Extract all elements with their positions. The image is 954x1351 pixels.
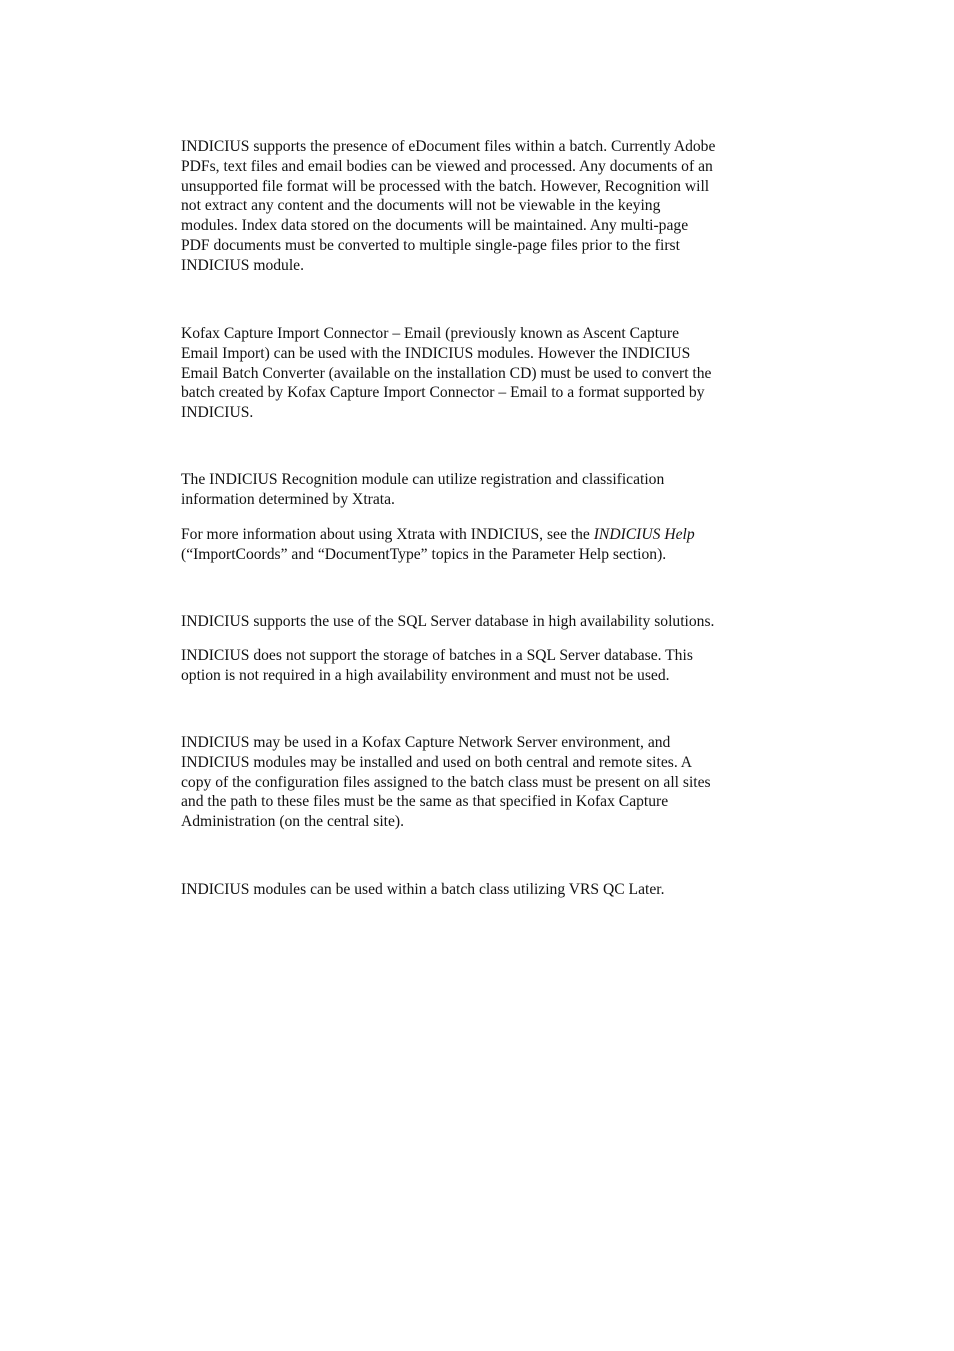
paragraph-line: INDICIUS supports the use of the SQL Server database in high availability solutions. xyxy=(181,613,715,630)
paragraph-line: INDICIUS modules can be used within a batch class utilizing VRS QC Later. xyxy=(181,881,665,898)
paragraph-line: PDFs, text files and email bodies can be viewed and processed. Any documents of an xyxy=(181,157,713,175)
xtrata-help-paragraph xyxy=(181,525,793,565)
paragraph-line: Email Batch Converter (available on the installation CD) must be used to convert the xyxy=(181,364,712,382)
sql-storage-paragraph xyxy=(181,646,793,686)
paragraph-line: and the path to these files must be the same as that specified in Kofax Capture xyxy=(181,793,669,811)
network-server-paragraph xyxy=(181,733,793,832)
paragraph-line: The INDICIUS Recognition module can utilize registration and classification xyxy=(181,471,665,488)
paragraph-line: Kofax Capture Import Connector – Email (previously known as Ascent Capture xyxy=(181,325,680,342)
paragraph-line: INDICIUS. xyxy=(181,404,254,422)
paragraph-line: copy of the configuration files assigned to the batch class must be present on all sites xyxy=(181,773,711,791)
indicius-help-title: INDICIUS Help xyxy=(593,526,695,543)
paragraph-line: unsupported file format will be processed with the batch. However, Recognition will xyxy=(181,177,710,195)
paragraph-line: PDF documents must be converted to multiple single-page files prior to the first xyxy=(181,236,680,254)
paragraph-line xyxy=(181,525,793,545)
help-reference-prefix: For more information about using Xtrata with INDICIUS, see the xyxy=(181,526,594,543)
edocuments-paragraph xyxy=(181,137,793,276)
paragraph-line: information determined by Xtrata. xyxy=(181,490,395,508)
paragraph-line: modules. Index data stored on the documents will be maintained. Any multi-page xyxy=(181,217,689,235)
paragraph-line: INDICIUS supports the presence of eDocument files within a batch. Currently Adobe xyxy=(181,138,716,155)
paragraph-line: (“ImportCoords” and “DocumentType” topics in the Parameter Help section). xyxy=(181,545,667,563)
paragraph-line: INDICIUS does not support the storage of batches in a SQL Server database. This xyxy=(181,647,693,664)
paragraph-line: batch created by Kofax Capture Import Connector – Email to a format supported by xyxy=(181,384,705,402)
paragraph-line: INDICIUS module. xyxy=(181,256,305,274)
paragraph-line: Email Import) can be used with the INDICIUS modules. However the INDICIUS xyxy=(181,344,691,362)
paragraph-line: option is not required in a high availability environment and must not be used. xyxy=(181,666,670,684)
paragraph-line: INDICIUS modules may be installed and used on both central and remote sites. A xyxy=(181,753,693,771)
sql-server-paragraph xyxy=(181,612,793,632)
vrs-qc-later-paragraph xyxy=(181,880,793,900)
xtrata-paragraph xyxy=(181,470,793,510)
paragraph-line: Administration (on the central site). xyxy=(181,813,405,831)
paragraph-line: not extract any content and the documents will not be viewable in the keying xyxy=(181,197,661,215)
paragraph-line: INDICIUS may be used in a Kofax Capture Network Server environment, and xyxy=(181,734,671,751)
email-import-paragraph xyxy=(181,324,793,423)
